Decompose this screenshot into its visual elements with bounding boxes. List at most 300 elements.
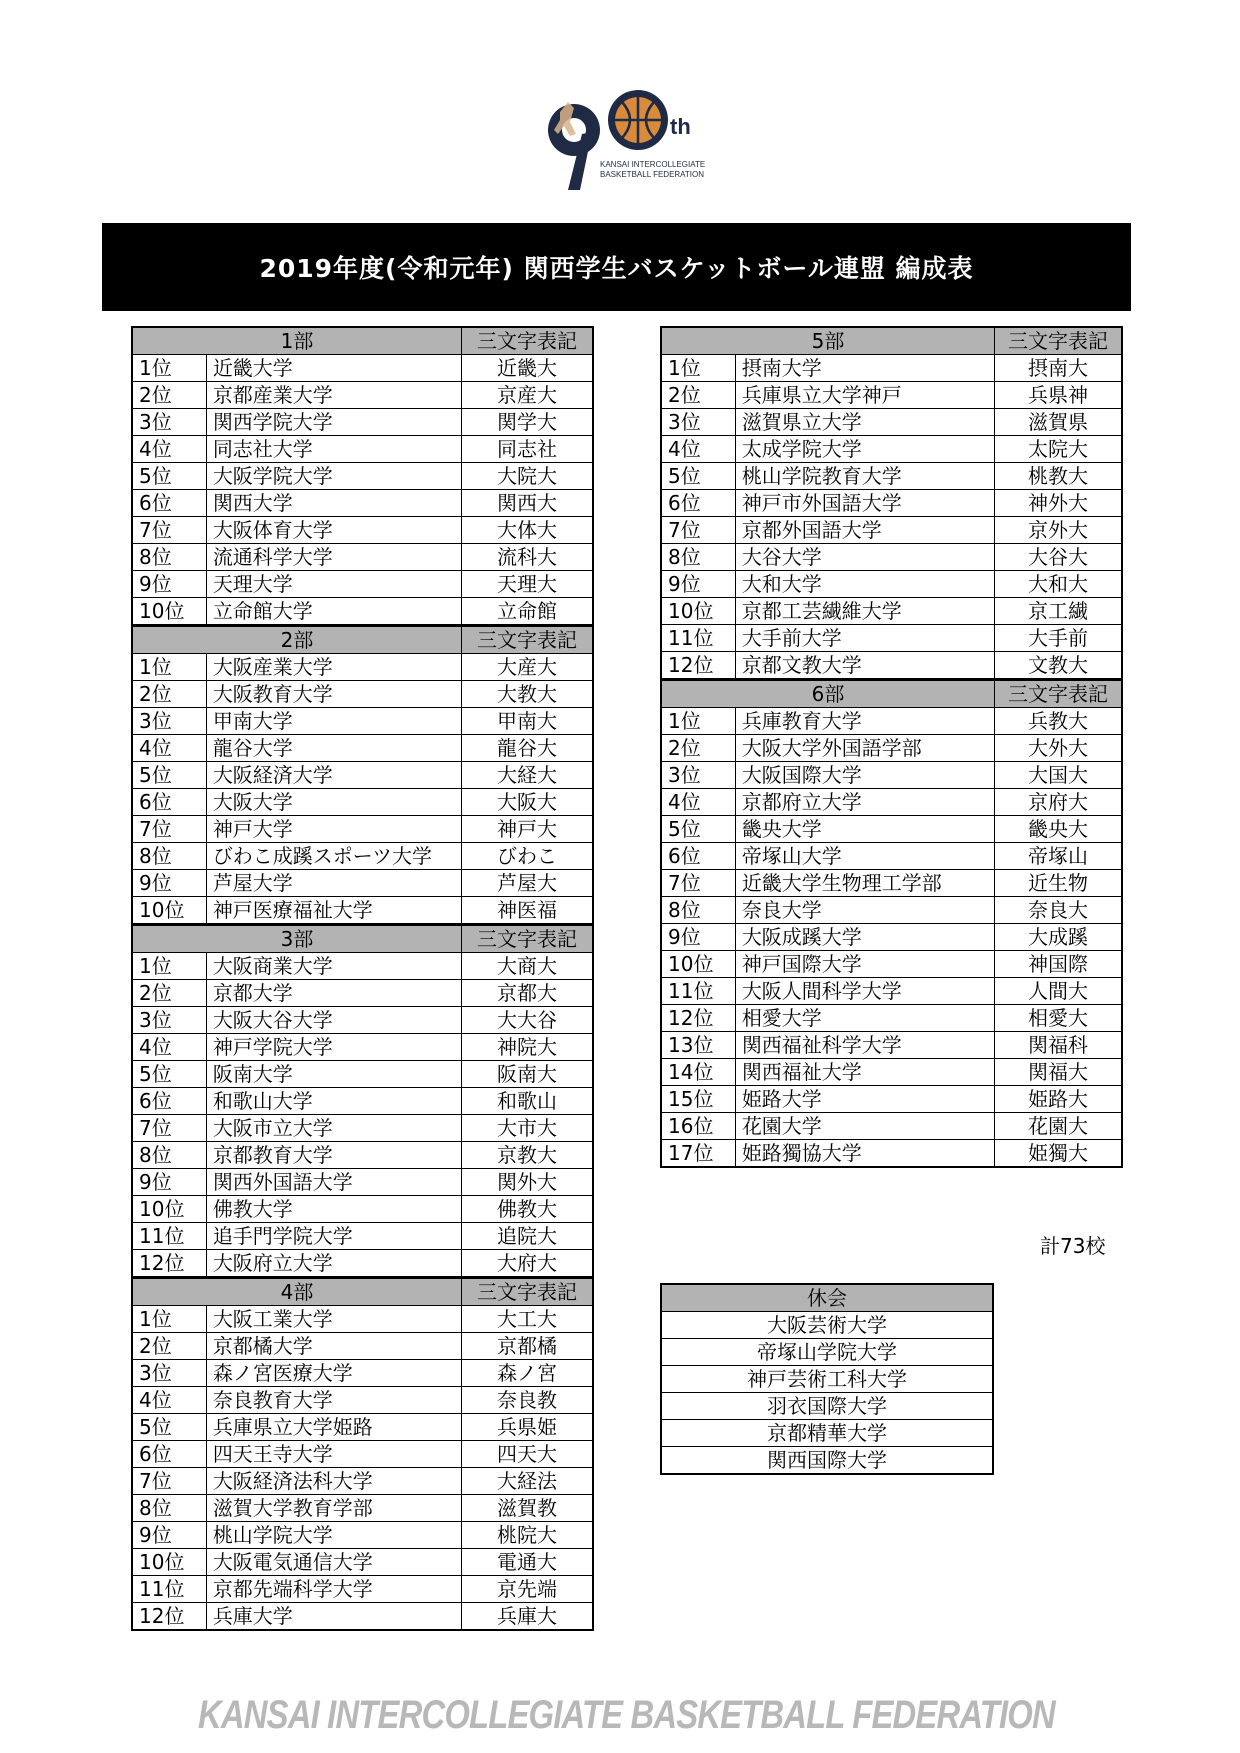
team-name: 天理大学	[206, 571, 461, 598]
division-header-row	[132, 626, 593, 654]
table-row	[132, 762, 593, 789]
team-name: 近畿大学	[206, 355, 461, 382]
team-abbr: 大経法	[461, 1468, 593, 1495]
team-name: 大阪教育大学	[206, 681, 461, 708]
team-abbr: 桃院大	[461, 1522, 593, 1549]
team-name: 阪南大学	[206, 1061, 461, 1088]
team-rank: 12位	[132, 1250, 206, 1278]
team-name: 大阪大学外国語学部	[735, 735, 994, 762]
abbr-column-header: 三文字表記	[461, 327, 593, 355]
table-row	[661, 436, 1122, 463]
team-name: 佛教大学	[206, 1196, 461, 1223]
team-name: 相愛大学	[735, 1005, 994, 1032]
team-name: 兵庫教育大学	[735, 708, 994, 735]
table-row	[132, 843, 593, 870]
team-rank: 5位	[661, 463, 735, 490]
table-row	[132, 1223, 593, 1250]
team-name: 神戸国際大学	[735, 951, 994, 978]
table-row	[132, 1061, 593, 1088]
team-abbr: 花園大	[994, 1113, 1122, 1140]
team-rank: 4位	[132, 436, 206, 463]
division-header-row	[661, 680, 1122, 708]
table-row	[661, 571, 1122, 598]
team-rank: 4位	[132, 1387, 206, 1414]
team-rank: 11位	[661, 625, 735, 652]
team-name: 大和大学	[735, 571, 994, 598]
team-name: 立命館大学	[206, 598, 461, 626]
table-row	[132, 1250, 593, 1278]
team-abbr: 近畿大	[461, 355, 593, 382]
team-name: 関西福祉科学大学	[735, 1032, 994, 1059]
team-rank: 9位	[661, 924, 735, 951]
table-row	[661, 517, 1122, 544]
team-name: 大阪府立大学	[206, 1250, 461, 1278]
team-rank: 12位	[132, 1603, 206, 1631]
team-name: 追手門学院大学	[206, 1223, 461, 1250]
team-abbr: 京先端	[461, 1576, 593, 1603]
team-name: 京都文教大学	[735, 652, 994, 680]
team-abbr: 兵教大	[994, 708, 1122, 735]
team-rank: 10位	[132, 897, 206, 925]
table-row	[661, 843, 1122, 870]
team-name: 大阪大谷大学	[206, 1007, 461, 1034]
team-name: 流通科学大学	[206, 544, 461, 571]
table-row	[132, 816, 593, 843]
team-name: 奈良教育大学	[206, 1387, 461, 1414]
team-name: 帝塚山大学	[735, 843, 994, 870]
team-name: 桃山学院大学	[206, 1522, 461, 1549]
team-rank: 2位	[132, 382, 206, 409]
abbr-column-header: 三文字表記	[461, 925, 593, 953]
table-row	[132, 1333, 593, 1360]
team-rank: 8位	[132, 544, 206, 571]
team-rank: 6位	[661, 490, 735, 517]
division-header-row	[132, 327, 593, 355]
table-row	[132, 1495, 593, 1522]
team-abbr: 大国大	[994, 762, 1122, 789]
team-name: 大阪成蹊大学	[735, 924, 994, 951]
team-abbr: 関福大	[994, 1059, 1122, 1086]
table-row	[661, 1312, 993, 1339]
team-name: 神戸医療福祉大学	[206, 897, 461, 925]
table-row	[661, 1393, 993, 1420]
team-abbr: 相愛大	[994, 1005, 1122, 1032]
table-row	[661, 816, 1122, 843]
table-row	[132, 1576, 593, 1603]
team-rank: 2位	[132, 681, 206, 708]
table-row	[132, 409, 593, 436]
table-row	[661, 1339, 993, 1366]
team-rank: 8位	[661, 897, 735, 924]
table-row	[132, 355, 593, 382]
team-rank: 4位	[661, 436, 735, 463]
team-name: 関西外国語大学	[206, 1169, 461, 1196]
team-rank: 8位	[132, 1495, 206, 1522]
team-abbr: 京産大	[461, 382, 593, 409]
team-rank: 5位	[132, 762, 206, 789]
team-abbr: 大成蹊	[994, 924, 1122, 951]
team-abbr: 京府大	[994, 789, 1122, 816]
team-rank: 5位	[661, 816, 735, 843]
team-rank: 9位	[661, 571, 735, 598]
abbr-column-header: 三文字表記	[994, 327, 1122, 355]
team-abbr: 四天大	[461, 1441, 593, 1468]
team-rank: 3位	[132, 708, 206, 735]
team-abbr: 阪南大	[461, 1061, 593, 1088]
table-row	[661, 463, 1122, 490]
team-name: 関西大学	[206, 490, 461, 517]
team-abbr: 関西大	[461, 490, 593, 517]
team-rank: 3位	[661, 762, 735, 789]
team-name: びわこ成蹊スポーツ大学	[206, 843, 461, 870]
table-row	[132, 490, 593, 517]
team-rank: 4位	[661, 789, 735, 816]
table-row	[661, 1447, 993, 1475]
team-rank: 8位	[132, 1142, 206, 1169]
team-abbr: 近生物	[994, 870, 1122, 897]
table-row	[661, 544, 1122, 571]
table-row	[132, 980, 593, 1007]
team-name: 兵庫県立大学神戸	[735, 382, 994, 409]
team-name: 兵庫県立大学姫路	[206, 1414, 461, 1441]
table-row	[132, 654, 593, 681]
team-name: 姫路獨協大学	[735, 1140, 994, 1168]
team-abbr: 兵県神	[994, 382, 1122, 409]
rest-table	[660, 1283, 994, 1475]
team-rank: 7位	[132, 1115, 206, 1142]
team-name: 大阪商業大学	[206, 953, 461, 980]
team-rank: 6位	[132, 789, 206, 816]
team-name: 神戸市外国語大学	[735, 490, 994, 517]
team-name: 大手前大学	[735, 625, 994, 652]
team-abbr: 龍谷大	[461, 735, 593, 762]
team-name: 摂南大学	[735, 355, 994, 382]
table-row	[661, 490, 1122, 517]
rest-school: 羽衣国際大学	[661, 1393, 993, 1420]
table-row	[132, 1142, 593, 1169]
division-header-row	[132, 1278, 593, 1306]
table-row	[661, 762, 1122, 789]
logo-org-line2: BASKETBALL FEDERATION	[600, 170, 705, 179]
division-name: 1部	[132, 327, 461, 355]
table-row	[132, 1549, 593, 1576]
team-name: 大阪経済大学	[206, 762, 461, 789]
team-abbr: 神国際	[994, 951, 1122, 978]
team-abbr: 滋賀県	[994, 409, 1122, 436]
team-name: 桃山学院教育大学	[735, 463, 994, 490]
team-abbr: 森ノ宮	[461, 1360, 593, 1387]
federation-logo	[530, 72, 720, 192]
table-row	[132, 870, 593, 897]
team-abbr: 立命館	[461, 598, 593, 626]
table-row	[132, 897, 593, 925]
team-name: 大阪学院大学	[206, 463, 461, 490]
page-title: 2019年度(令和元年) 関西学生バスケットボール連盟 編成表	[102, 223, 1131, 311]
table-row	[661, 652, 1122, 680]
table-row	[661, 1086, 1122, 1113]
team-abbr: 兵県姫	[461, 1414, 593, 1441]
team-name: 京都教育大学	[206, 1142, 461, 1169]
team-rank: 1位	[661, 708, 735, 735]
division-header-row	[132, 925, 593, 953]
team-abbr: 大体大	[461, 517, 593, 544]
team-rank: 7位	[132, 517, 206, 544]
team-name: 和歌山大学	[206, 1088, 461, 1115]
team-name: 大阪産業大学	[206, 654, 461, 681]
table-row	[661, 409, 1122, 436]
division-header-row	[661, 327, 1122, 355]
team-abbr: 関外大	[461, 1169, 593, 1196]
team-abbr: 畿央大	[994, 816, 1122, 843]
team-name: 京都工芸繊維大学	[735, 598, 994, 625]
team-rank: 10位	[132, 1549, 206, 1576]
team-rank: 3位	[661, 409, 735, 436]
team-abbr: 流科大	[461, 544, 593, 571]
team-name: 関西福祉大学	[735, 1059, 994, 1086]
rest-school: 関西国際大学	[661, 1447, 993, 1475]
table-row	[132, 1387, 593, 1414]
team-abbr: 京都橘	[461, 1333, 593, 1360]
team-rank: 10位	[661, 951, 735, 978]
rest-header-row	[661, 1284, 993, 1312]
table-row	[661, 870, 1122, 897]
team-name: 大阪国際大学	[735, 762, 994, 789]
team-rank: 3位	[132, 1007, 206, 1034]
table-row	[132, 681, 593, 708]
team-abbr: 和歌山	[461, 1088, 593, 1115]
team-name: 滋賀県立大学	[735, 409, 994, 436]
team-rank: 17位	[661, 1140, 735, 1168]
team-name: 神戸学院大学	[206, 1034, 461, 1061]
team-name: 甲南大学	[206, 708, 461, 735]
table-row	[132, 382, 593, 409]
table-row	[661, 355, 1122, 382]
table-row	[661, 1140, 1122, 1168]
team-abbr: 神院大	[461, 1034, 593, 1061]
team-rank: 10位	[132, 598, 206, 626]
team-abbr: 大産大	[461, 654, 593, 681]
team-name: 芦屋大学	[206, 870, 461, 897]
team-abbr: 姫獨大	[994, 1140, 1122, 1168]
team-rank: 6位	[132, 490, 206, 517]
team-rank: 1位	[132, 654, 206, 681]
divisions-right-table	[660, 326, 1123, 1168]
table-row	[661, 1059, 1122, 1086]
team-rank: 7位	[661, 517, 735, 544]
team-name: 畿央大学	[735, 816, 994, 843]
table-row	[661, 1366, 993, 1393]
table-row	[132, 953, 593, 980]
table-row	[132, 789, 593, 816]
table-row	[132, 571, 593, 598]
team-abbr: 大和大	[994, 571, 1122, 598]
table-row	[132, 517, 593, 544]
table-row	[132, 436, 593, 463]
table-row	[661, 951, 1122, 978]
team-rank: 5位	[132, 1061, 206, 1088]
table-row	[132, 1468, 593, 1495]
team-name: 京都橘大学	[206, 1333, 461, 1360]
team-rank: 9位	[132, 1522, 206, 1549]
team-rank: 5位	[132, 463, 206, 490]
team-name: 龍谷大学	[206, 735, 461, 762]
team-abbr: 大経大	[461, 762, 593, 789]
division-name: 4部	[132, 1278, 461, 1306]
team-abbr: 京教大	[461, 1142, 593, 1169]
table-row	[132, 544, 593, 571]
team-abbr: 人間大	[994, 978, 1122, 1005]
team-rank: 1位	[661, 355, 735, 382]
team-rank: 5位	[132, 1414, 206, 1441]
team-rank: 16位	[661, 1113, 735, 1140]
team-abbr: 京外大	[994, 517, 1122, 544]
team-rank: 2位	[661, 382, 735, 409]
team-rank: 1位	[132, 953, 206, 980]
team-name: 京都産業大学	[206, 382, 461, 409]
team-abbr: 神外大	[994, 490, 1122, 517]
division-name: 6部	[661, 680, 994, 708]
team-abbr: 京都大	[461, 980, 593, 1007]
team-abbr: 同志社	[461, 436, 593, 463]
team-rank: 4位	[132, 735, 206, 762]
team-rank: 3位	[132, 409, 206, 436]
team-rank: 4位	[132, 1034, 206, 1061]
team-abbr: 関学大	[461, 409, 593, 436]
divisions-left-table	[131, 326, 594, 1631]
team-name: 大谷大学	[735, 544, 994, 571]
team-abbr: 大商大	[461, 953, 593, 980]
team-name: 大阪人間科学大学	[735, 978, 994, 1005]
team-abbr: 関福科	[994, 1032, 1122, 1059]
team-abbr: 大市大	[461, 1115, 593, 1142]
table-row	[132, 1196, 593, 1223]
team-abbr: 大大谷	[461, 1007, 593, 1034]
team-abbr: 摂南大	[994, 355, 1122, 382]
team-name: 京都外国語大学	[735, 517, 994, 544]
team-name: 大阪市立大学	[206, 1115, 461, 1142]
table-row	[661, 708, 1122, 735]
team-name: 兵庫大学	[206, 1603, 461, 1631]
abbr-column-header: 三文字表記	[994, 680, 1122, 708]
table-row	[661, 382, 1122, 409]
team-rank: 11位	[132, 1576, 206, 1603]
table-row	[661, 1005, 1122, 1032]
table-row	[132, 735, 593, 762]
team-rank: 6位	[132, 1441, 206, 1468]
table-row	[132, 1414, 593, 1441]
table-row	[132, 1441, 593, 1468]
division-name: 5部	[661, 327, 994, 355]
team-name: 大阪体育大学	[206, 517, 461, 544]
table-row	[132, 598, 593, 626]
team-rank: 6位	[661, 843, 735, 870]
team-name: 近畿大学生物理工学部	[735, 870, 994, 897]
table-row	[661, 1420, 993, 1447]
team-name: 大阪経済法科大学	[206, 1468, 461, 1495]
team-rank: 3位	[132, 1360, 206, 1387]
team-name: 奈良大学	[735, 897, 994, 924]
table-row	[661, 789, 1122, 816]
team-name: 大阪大学	[206, 789, 461, 816]
team-name: 同志社大学	[206, 436, 461, 463]
team-abbr: 兵庫大	[461, 1603, 593, 1631]
table-row	[132, 1034, 593, 1061]
team-name: 京都大学	[206, 980, 461, 1007]
team-abbr: 大手前	[994, 625, 1122, 652]
team-rank: 7位	[132, 1468, 206, 1495]
team-rank: 14位	[661, 1059, 735, 1086]
table-row	[661, 897, 1122, 924]
team-rank: 7位	[132, 816, 206, 843]
team-rank: 12位	[661, 1005, 735, 1032]
table-row	[132, 1306, 593, 1333]
team-rank: 9位	[132, 571, 206, 598]
team-rank: 11位	[661, 978, 735, 1005]
rest-header: 休会	[661, 1284, 993, 1312]
table-row	[661, 924, 1122, 951]
team-abbr: 姫路大	[994, 1086, 1122, 1113]
team-name: 関西学院大学	[206, 409, 461, 436]
table-row	[132, 1007, 593, 1034]
table-row	[132, 1603, 593, 1631]
team-abbr: 大谷大	[994, 544, 1122, 571]
team-rank: 8位	[661, 544, 735, 571]
abbr-column-header: 三文字表記	[461, 1278, 593, 1306]
rest-school: 帝塚山学院大学	[661, 1339, 993, 1366]
team-abbr: 大院大	[461, 463, 593, 490]
team-rank: 9位	[132, 1169, 206, 1196]
team-abbr: 滋賀教	[461, 1495, 593, 1522]
team-name: 京都府立大学	[735, 789, 994, 816]
team-name: 大阪工業大学	[206, 1306, 461, 1333]
table-row	[132, 463, 593, 490]
team-name: 姫路大学	[735, 1086, 994, 1113]
table-row	[661, 735, 1122, 762]
table-row	[661, 1032, 1122, 1059]
team-rank: 2位	[132, 1333, 206, 1360]
team-name: 滋賀大学教育学部	[206, 1495, 461, 1522]
team-rank: 10位	[132, 1196, 206, 1223]
table-row	[661, 625, 1122, 652]
svg-text:th: th	[670, 114, 691, 139]
table-row	[661, 598, 1122, 625]
table-row	[132, 1169, 593, 1196]
team-abbr: 佛教大	[461, 1196, 593, 1223]
team-name: 大阪電気通信大学	[206, 1549, 461, 1576]
team-abbr: 電通大	[461, 1549, 593, 1576]
team-abbr: 大工大	[461, 1306, 593, 1333]
team-rank: 9位	[132, 870, 206, 897]
abbr-column-header: 三文字表記	[461, 626, 593, 654]
division-name: 3部	[132, 925, 461, 953]
team-abbr: 芦屋大	[461, 870, 593, 897]
team-abbr: 追院大	[461, 1223, 593, 1250]
team-abbr: 京工繊	[994, 598, 1122, 625]
table-row	[132, 708, 593, 735]
team-name: 森ノ宮医療大学	[206, 1360, 461, 1387]
team-rank: 8位	[132, 843, 206, 870]
team-rank: 7位	[661, 870, 735, 897]
team-rank: 15位	[661, 1086, 735, 1113]
team-rank: 12位	[661, 652, 735, 680]
footer	[90, 1690, 1115, 1740]
team-abbr: 大阪大	[461, 789, 593, 816]
table-row	[661, 978, 1122, 1005]
team-name: 神戸大学	[206, 816, 461, 843]
team-abbr: 太院大	[994, 436, 1122, 463]
team-name: 四天王寺大学	[206, 1441, 461, 1468]
logo-org-line1: KANSAI INTERCOLLEGIATE	[600, 160, 706, 169]
